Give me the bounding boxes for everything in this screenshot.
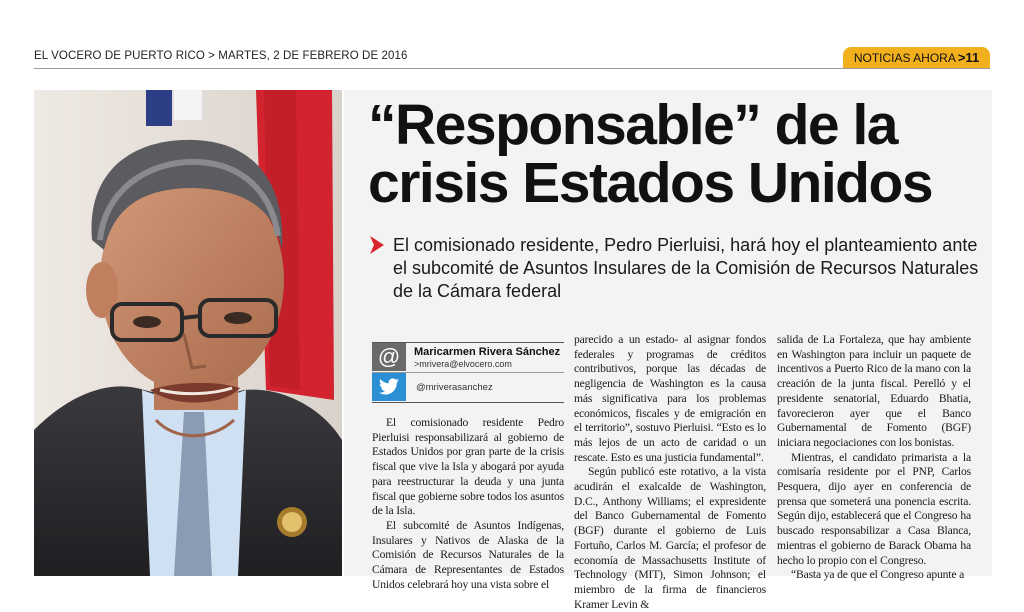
chevron-right-icon xyxy=(367,235,387,255)
article-deck: El comisionado residente, Pedro Pierluisi, hará hoy el planteamiento ante el subcomité de Asuntos Insulares de la Comisión de Recursos Naturales de la Cámara federal xyxy=(393,235,979,301)
page-header xyxy=(0,0,1024,78)
headline-line-1: “Responsable” de la xyxy=(368,93,898,157)
section-badge xyxy=(843,47,990,68)
twitter-icon xyxy=(372,373,406,401)
paragraph: El comisionado residente Pedro Pierluisi responsabilizará al gobierno de Estados Unidos por gran parte de la crisis fiscal que vive la Isla y abogará por ayuda para reestructurar la deuda y una junta fiscal que gobierne sobre todos los asuntos de la Isla. xyxy=(372,416,564,518)
article-column-3 xyxy=(777,333,971,583)
paragraph: El subcomité de Asuntos Indígenas, Insulares y Nativos de Alaska de la Comisión de Recursos Naturales de la Cámara de Representantes de Estados Unidos celebrará hoy una vista sobre el xyxy=(372,518,564,591)
headline xyxy=(368,93,978,215)
article-photo xyxy=(34,90,342,576)
paragraph: Según publicó este rotativo, a la vista acudirán el exalcalde de Washington, D.C., Anthony Williams; el expresidente del Banco Gubernamental de Fomento (BGF) durante el gobierno de Luis Fortuño, Carlos M. García; el profesor de economía de Massachusetts Institute of Technology (MIT), Simon Johnson; el miembro de la firma de financieros Kramer Levin & xyxy=(574,465,766,611)
byline-rule-bottom xyxy=(372,402,564,403)
article-column-2 xyxy=(574,333,766,612)
headline-line-2: crisis Estados Unidos xyxy=(368,151,933,215)
paragraph: Mientras, el candidato primarista a la comisaría residente por el PNP, Carlos Pesquera, dijo ayer en conferencia de prensa que someterá una ponencia escrita. Según dijo, establecerá que el Congreso ha buscado responsabilizar a Casa Blanca, mientras el gobierno de Barack Obama ha hecho lo propio con el Congreso. xyxy=(777,450,971,567)
paragraph: “Basta ya de que el Congreso apunte a xyxy=(791,568,965,582)
section-label: NOTICIAS AHORA xyxy=(853,50,956,65)
author-email[interactable]: >mrivera@elvocero.com xyxy=(414,359,512,369)
paragraph: salida de La Fortaleza, que hay ambiente en Washington para incluir un paquete de incentivos a Puerto Rico de la mano con la creación de la junta fiscal. Perelló y el presidente senatorial, Eduardo Bhatia, favorecieron ayer que el Banco Gubernamental de Fomento (BGF) iniciara negociaciones con los bonistas. xyxy=(777,333,971,449)
header-divider xyxy=(34,68,990,69)
byline-box xyxy=(372,342,564,402)
page-number: >11 xyxy=(957,50,980,65)
twitter-handle[interactable]: @mriverasanchez xyxy=(416,382,493,393)
author-name: Maricarmen Rivera Sánchez xyxy=(414,346,561,358)
breadcrumb: EL VOCERO DE PUERTO RICO > MARTES, 2 DE FEBRERO DE 2016 xyxy=(34,50,408,62)
article-column-1 xyxy=(372,416,564,592)
portrait-illustration xyxy=(34,90,342,576)
paragraph: parecido a un estado- al asignar fondos federales y programas de créditos contributivos, porque las décadas de negligencia de Washington es la causa más significativa para los problemas económicos, fiscales y de emigración en el territorio”, sostuvo Pierluisi. “Esto es lo más lejos de un acto de caridad o un rescate. Esto es una justicia fundamental”. xyxy=(574,333,766,464)
email-icon: @ xyxy=(372,343,406,371)
